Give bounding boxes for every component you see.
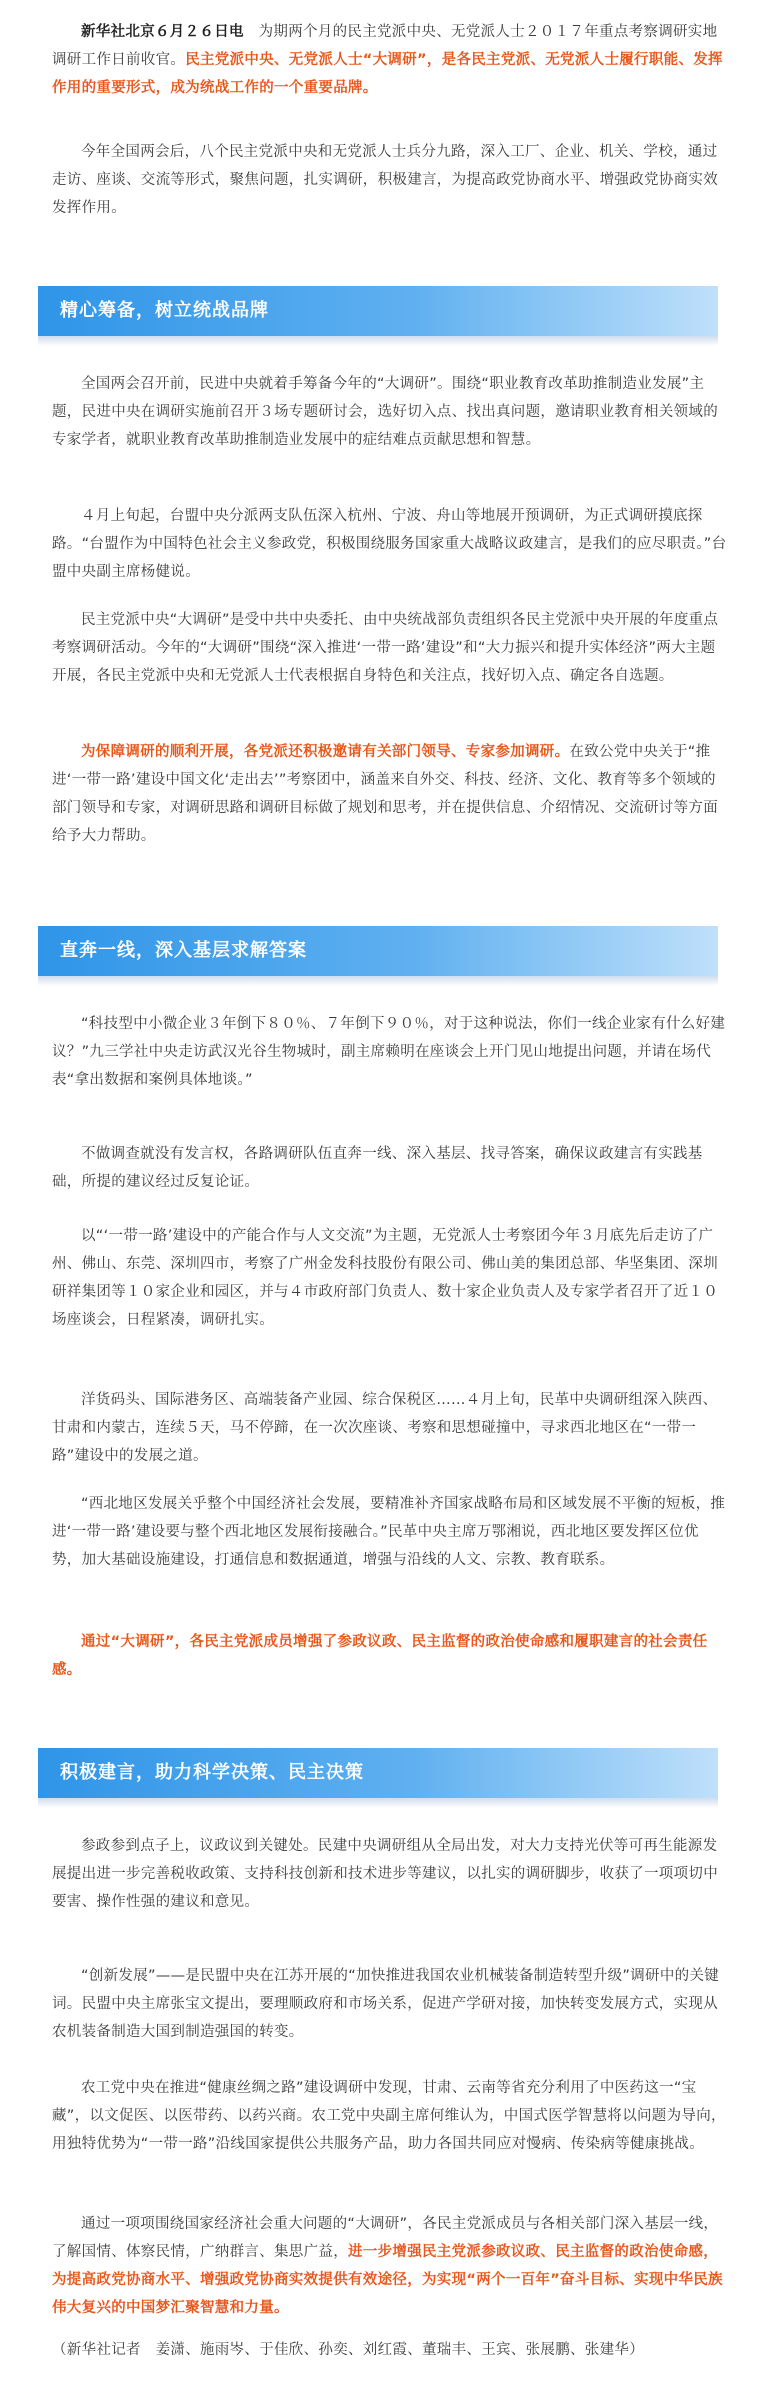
section-title-3: 积极建言，助力科学决策、民主决策 (60, 1762, 364, 1783)
section3-paragraph-3: 农工党中央在推进“健康丝绸之路”建设调研中发现，甘肃、云南等省充分利用了中医药这一“宝藏”，以文促医、以医带药、以药兴商。农工党中央副主席何维认为，中国式医学智慧将以问题为导向，用独特优势为“一带一路”沿线国家提供公共服务产品，助力各国共同应对慢病、传染病等健康挑战。 (52, 2080, 726, 2152)
intro-highlight: 民主党派中央、无党派人士“大调研”，是各民主党派、无党派人士履行职能、发挥作用的重要形式，成为统战工作的一个重要品牌。 (52, 52, 723, 96)
section1-paragraph-2: ４月上旬起，台盟中央分派两支队伍深入杭州、宁波、舟山等地展开预调研，为正式调研摸底探路。“台盟作为中国特色社会主义参政党，积极围绕服务国家重大战略议政建言，是我们的应尽职责。”台盟中央副主席杨健说。 (52, 508, 727, 580)
section3-paragraph-4 (52, 2210, 728, 2322)
section1-highlight: 为保障调研的顺利开展，各党派还积极邀请有关部门领导、专家参加调研。 (81, 744, 570, 760)
section-banner-2 (38, 926, 718, 976)
section-title-1: 精心筹备，树立统战品牌 (60, 300, 269, 321)
section2-paragraph-6 (52, 1628, 728, 1684)
section-banner-3 (38, 1748, 718, 1798)
section2-highlight: 通过“大调研”，各民主党派成员增强了参政议政、民主监督的政治使命感和履职建言的社会责任感。 (52, 1634, 708, 1678)
section-banner-1 (38, 286, 718, 336)
section1-paragraph-3: 民主党派中央“大调研”是受中共中央委托、由中央统战部负责组织各民主党派中央开展的年度重点考察调研活动。今年的“大调研”围绕“深入推进‘一带一路’建设”和“大力振兴和提升实体经济”两大主题开展，各民主党派中央和无党派人士代表根据自身特色和关注点，找好切入点、确定各自选题。 (52, 612, 719, 684)
dateline: 新华社北京６月２６日电 (81, 24, 244, 40)
reporter-credit: （新华社记者 姜潇、施雨岑、于佳欣、孙奕、刘红霞、董瑞丰、王宾、张展鹏、张建华） (52, 2342, 644, 2358)
intro-paragraph-2: 今年全国两会后，八个民主党派中央和无党派人士兵分九路，深入工厂、企业、机关、学校，通过走访、座谈、交流等形式，聚焦问题，扎实调研，积极建言，为提高政党协商水平、增强政党协商实效发挥作用。 (52, 144, 718, 216)
intro-paragraph-1 (52, 18, 728, 102)
intro-text: 为期两个月的民主党派中央、无党派人士２０１７年重点考察调研实地调研工作日前收官。 (52, 24, 718, 68)
section2-paragraph-2: 不做调查就没有发言权，各路调研队伍直奔一线、深入基层、找寻答案，确保议政建言有实践基础，所提的建议经过反复论证。 (52, 1146, 703, 1190)
section3-highlight: 进一步增强民主党派参政议政、民主监督的政治使命感，为提高政党协商水平、增强政党协商实效提供有效途径，为实现“两个一百年”奋斗目标、实现中华民族伟大复兴的中国梦汇聚智慧和力量。 (52, 2244, 723, 2316)
section3-paragraph-2: “创新发展”——是民盟中央在江苏开展的“加快推进我国农业机械装备制造转型升级”调研中的关键词。民盟中央主席张宝文提出，要理顺政府和市场关系，促进产学研对接，加快转变发展方式，实现从农机装备制造大国到制造强国的转变。 (52, 1968, 720, 2040)
section-title-2: 直奔一线，深入基层求解答案 (60, 940, 307, 961)
section1-text: 在致公党中央关于“推进‘一带一路’建设中国文化‘走出去’”考察团中，涵盖来自外交、科技、经济、文化、教育等多个领域的部门领导和专家，对调研思路和调研目标做了规划和思考，并在提供信息、介绍情况、交流研讨等方面给予大力帮助。 (52, 744, 718, 844)
section2-paragraph-4: 洋货码头、国际港务区、高端装备产业园、综合保税区……４月上旬，民革中央调研组深入陕西、甘肃和内蒙古，连续５天，马不停蹄，在一次次座谈、考察和思想碰撞中，寻求西北地区在“一带一路”建设中的发展之道。 (52, 1392, 718, 1464)
section1-paragraph-1: 全国两会召开前，民进中央就着手筹备今年的“大调研”。围绕“职业教育改革助推制造业发展”主题，民进中央在调研实施前召开３场专题研讨会，选好切入点、找出真问题，邀请职业教育相关领域的专家学者，就职业教育改革助推制造业发展中的症结难点贡献思想和智慧。 (52, 376, 718, 448)
section3-text: 通过一项项围绕国家经济社会重大问题的“大调研”，各民主党派成员与各相关部门深入基层一线，了解国情、体察民情，广纳群言、集思广益， (52, 2216, 719, 2260)
section2-paragraph-3: 以“‘一带一路’建设中的产能合作与人文交流”为主题，无党派人士考察团今年３月底先后走访了广州、佛山、东莞、深圳四市，考察了广州金发科技股份有限公司、佛山美的集团总部、华坚集团、深圳研祥集团等１０家企业和园区，并与４市政府部门负责人、数十家企业负责人及专家学者召开了近１０场座谈会，日程紧凑，调研扎实。 (52, 1228, 718, 1328)
section1-paragraph-4 (52, 738, 728, 850)
section2-paragraph-1: “科技型中小微企业３年倒下８０％、７年倒下９０％，对于这种说法，你们一线企业家有什么好建议？”九三学社中央走访武汉光谷生物城时，副主席赖明在座谈会上开门见山地提出问题，并请在场代表“拿出数据和案例具体地谈。” (52, 1016, 726, 1088)
section2-paragraph-5: “西北地区发展关乎整个中国经济社会发展，要精准补齐国家战略布局和区域发展不平衡的短板，推进‘一带一路’建设要与整个西北地区发展衔接融合。”民革中央主席万鄂湘说，西北地区要发挥区位优势，加大基础设施建设，打通信息和数据通道，增强与沿线的人文、宗教、教育联系。 (52, 1496, 726, 1568)
section3-paragraph-1: 参政参到点子上，议政议到关键处。民建中央调研组从全局出发，对大力支持光伏等可再生能源发展提出进一步完善税收政策、支持科技创新和技术进步等建议，以扎实的调研脚步，收获了一项项切中要害、操作性强的建议和意见。 (52, 1838, 718, 1910)
